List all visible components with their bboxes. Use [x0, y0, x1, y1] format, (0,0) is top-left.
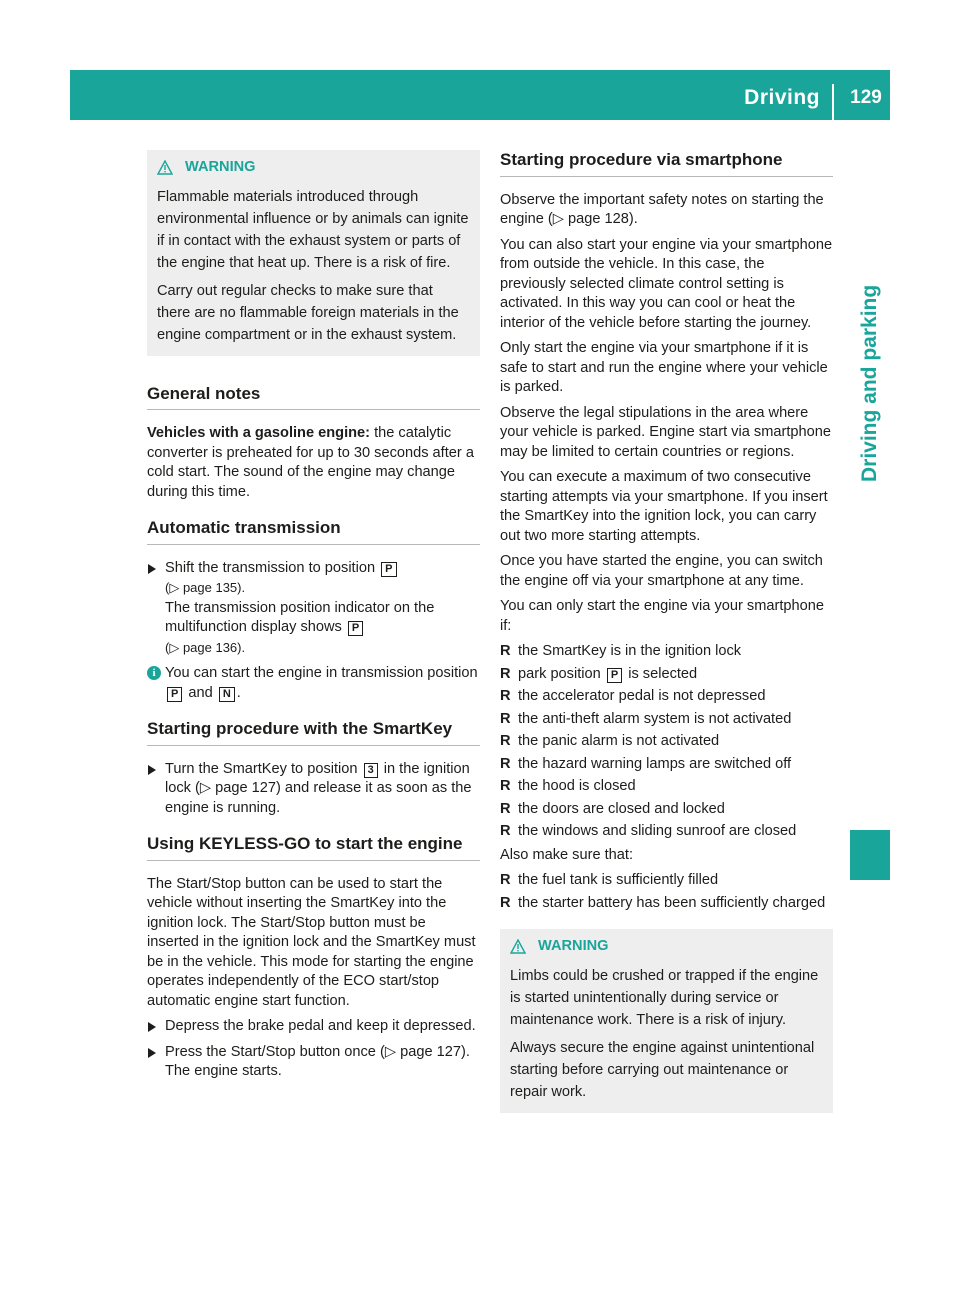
warning-triangle-icon — [157, 160, 173, 176]
section-general-notes — [147, 384, 480, 503]
paragraph: Once you have started the engine, you can switch the engine off via your smartphone at any time. — [500, 553, 823, 589]
section-smartphone — [500, 150, 833, 913]
paragraph: Also make sure that: — [500, 846, 634, 863]
list-item — [500, 822, 833, 842]
position-p-symbol: P — [348, 621, 363, 636]
step-text: in the ignition lock (▷ page 127) and release it as soon as the engine is running. — [165, 760, 472, 816]
section-heading: Starting procedure with the SmartKey — [147, 719, 480, 746]
info-text: and — [184, 684, 217, 701]
step-text: Turn the SmartKey to position — [165, 760, 362, 777]
bullet-mark: R — [500, 733, 511, 749]
list-item-text: the panic alarm is not activated — [518, 733, 720, 749]
list-item-text: the accelerator pedal is not depressed — [518, 688, 766, 704]
list-item — [500, 687, 833, 707]
warning-label: WARNING — [185, 159, 256, 175]
chapter-tab — [850, 122, 890, 882]
paragraph — [147, 424, 480, 502]
list-item — [500, 800, 833, 820]
step-item — [147, 559, 480, 659]
bullet-mark: R — [500, 643, 511, 659]
bullet-mark: R — [500, 665, 511, 682]
paragraph: You can execute a maximum of two consecutive starting attempts via your smartphone. If you insert the SmartKey into the ignition lock, you can carry out two more starting attempts. — [500, 469, 828, 544]
page-reference[interactable]: (▷ page 136). — [165, 639, 246, 655]
section-automatic-transmission — [147, 518, 480, 703]
list-item-text: the starter battery has been sufficiently charged — [518, 894, 826, 911]
paragraph: You can only start the engine via your smartphone if: — [500, 598, 824, 634]
list-item — [500, 710, 833, 730]
warning-text: Flammable materials introduced through environmental influence or by animals can ignite if in contact with the exhaust system or parts of the engine that heat up. There is a risk of fire. — [157, 188, 469, 271]
bold-lead: Vehicles with a gasoline engine: — [147, 425, 371, 441]
list-item — [500, 777, 833, 797]
list-item-text: the SmartKey is in the ignition lock — [518, 643, 742, 659]
bullet-mark: R — [500, 778, 511, 794]
bullet-mark: R — [500, 688, 511, 704]
list-item — [500, 732, 833, 752]
info-text: . — [236, 684, 241, 701]
list-item-text: the hood is closed — [518, 778, 636, 794]
paragraph: Only start the engine via your smartphone if it is safe to start and run the engine where your vehicle is parked. — [500, 340, 828, 395]
position-p-symbol: P — [607, 668, 622, 683]
page-reference[interactable]: (▷ page 135). — [165, 580, 246, 595]
section-heading: Using KEYLESS-GO to start the engine — [147, 834, 480, 861]
right-column — [500, 150, 833, 1141]
warning-triangle-icon — [510, 939, 526, 955]
bullet-mark: R — [500, 710, 511, 727]
bullet-mark: R — [500, 800, 511, 817]
info-text: You can start the engine in transmission position — [165, 665, 478, 681]
warning-heading — [510, 937, 823, 957]
position-p-symbol: P — [381, 562, 396, 577]
also-list — [500, 871, 833, 913]
step-item: Press the Start/Stop button once (▷ page 127). The engine starts. — [147, 1043, 480, 1082]
bullet-mark: R — [500, 755, 511, 772]
list-item-text: the doors are closed and locked — [518, 800, 725, 817]
list-item-text: the fuel tank is sufficiently filled — [518, 872, 719, 888]
chapter-marker — [850, 830, 890, 880]
info-note — [147, 664, 480, 703]
paragraph: The Start/Stop button can be used to start the vehicle without inserting the SmartKey into the ignition lock. The Start/Stop button must be inserted in the ignition lock and the SmartKey must be in the vehicle. This mode for starting the engine operates independently of the ECO start/stop automatic engine start function. — [147, 875, 476, 1009]
left-column — [147, 150, 480, 1098]
conditions-list — [500, 642, 833, 842]
step-item — [147, 760, 480, 819]
position-3-symbol: 3 — [364, 763, 378, 778]
paragraph-text: the catalytic converter is preheated for up to 30 seconds after a cold start. The sound of the engine may change during this time. — [147, 425, 474, 500]
chapter-tab-label: Driving and parking — [858, 284, 881, 482]
section-heading: Starting procedure via smartphone — [500, 150, 833, 177]
warning-box-injury — [500, 929, 833, 1113]
list-item — [500, 642, 833, 662]
step-result: The transmission position indicator on the multifunction display shows — [165, 599, 435, 635]
list-item — [500, 665, 833, 685]
list-item — [500, 871, 833, 891]
warning-text: Always secure the engine against unintentional starting before carrying out maintenance or repair work. — [510, 1039, 815, 1100]
page-number: 129 — [850, 87, 882, 108]
bullet-mark: R — [500, 872, 511, 888]
warning-text: Limbs could be crushed or trapped if the engine is started unintentionally during service or maintenance work. There is a risk of injury. — [510, 967, 819, 1028]
position-n-symbol: N — [219, 687, 235, 702]
position-p-symbol: P — [167, 687, 182, 702]
list-item-text: the anti-theft alarm system is not activated — [518, 710, 792, 727]
paragraph: Observe the important safety notes on starting the engine (▷ page 128). — [500, 191, 824, 227]
step-item: Depress the brake pedal and keep it depressed. — [147, 1017, 480, 1037]
info-icon: i — [147, 666, 161, 680]
section-heading: Automatic transmission — [147, 518, 480, 545]
step-text: Shift the transmission to position — [165, 559, 380, 576]
list-item — [500, 755, 833, 775]
warning-heading — [157, 158, 470, 178]
bullet-mark: R — [500, 823, 511, 839]
list-item-text: is selected — [624, 665, 698, 682]
section-heading: General notes — [147, 384, 480, 411]
warning-label: WARNING — [538, 938, 609, 954]
paragraph: Observe the legal stipulations in the area where your vehicle is parked. Engine start via smartphone may be limited to certain countries or regions. — [500, 404, 831, 460]
list-item-text: park position — [518, 665, 601, 682]
paragraph: You can also start your engine via your smartphone from outside the vehicle. In this case, the previously selected climate control setting is activated. In this way you can cool or heat the interior of the vehicle before starting the journey. — [500, 236, 833, 331]
list-item-text: the windows and sliding sunroof are closed — [518, 823, 797, 839]
header-divider — [832, 84, 834, 122]
bullet-mark: R — [500, 894, 511, 911]
warning-text: Carry out regular checks to make sure that there are no flammable foreign materials in the engine compartment or in the exhaust system. — [157, 282, 459, 343]
section-title: Driving — [744, 86, 820, 109]
section-smartkey — [147, 719, 480, 818]
list-item-text: the hazard warning lamps are switched off — [518, 755, 792, 772]
section-keyless-go — [147, 834, 480, 1082]
warning-box-fire — [147, 150, 480, 356]
list-item — [500, 894, 833, 914]
